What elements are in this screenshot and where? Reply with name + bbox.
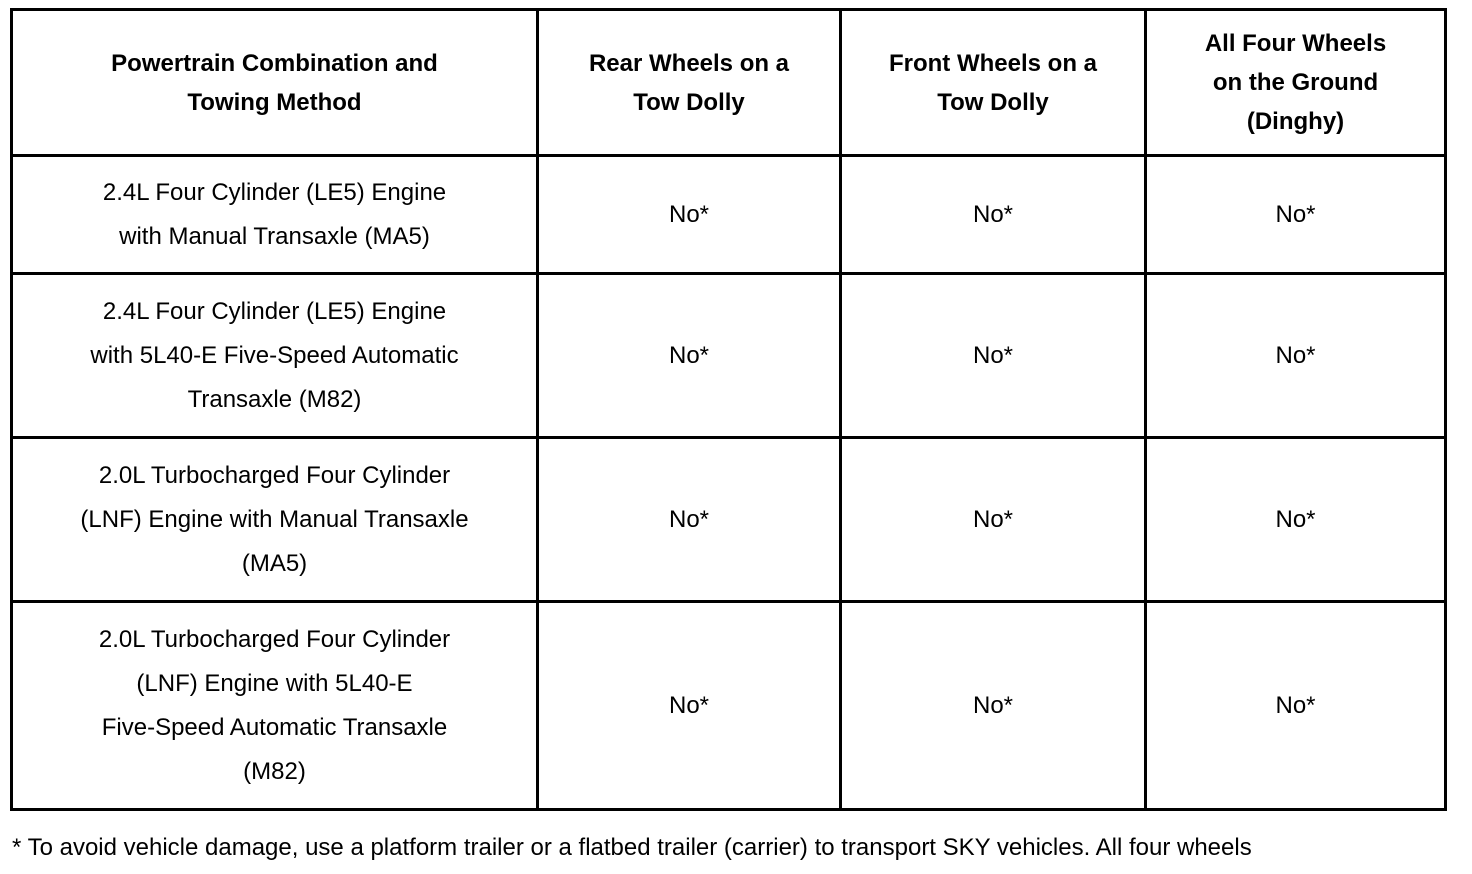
front-dolly-cell: No* [841,602,1146,810]
powertrain-cell: 2.4L Four Cylinder (LE5) Engine with Manual Transaxle (MA5) [12,156,538,274]
powertrain-cell: 2.0L Turbocharged Four Cylinder (LNF) Engine with Manual Transaxle (MA5) [12,438,538,602]
rear-dolly-cell: No* [538,438,841,602]
header-row [12,10,1446,156]
dinghy-cell: No* [1146,274,1446,438]
front-dolly-cell: No* [841,438,1146,602]
dinghy-cell: No* [1146,602,1446,810]
powertrain-cell: 2.4L Four Cylinder (LE5) Engine with 5L40-E Five-Speed Automatic Transaxle (M82) [12,274,538,438]
rear-dolly-cell: No* [538,156,841,274]
table-row [12,438,1446,602]
front-dolly-cell: No* [841,274,1146,438]
footnote: * To avoid vehicle damage, use a platform trailer or a flatbed trailer (carrier) to transport SKY vehicles. All four wheels [12,834,1252,861]
powertrain-cell: 2.0L Turbocharged Four Cylinder (LNF) Engine with 5L40-E Five-Speed Automatic Transaxle (M82) [12,602,538,810]
dinghy-cell: No* [1146,438,1446,602]
table-row [12,602,1446,810]
towing-table [10,8,1447,811]
header-dinghy: All Four Wheels on the Ground (Dinghy) [1146,10,1446,156]
header-powertrain: Powertrain Combination and Towing Method [12,10,538,156]
rear-dolly-cell: No* [538,274,841,438]
front-dolly-cell: No* [841,156,1146,274]
header-rear-dolly: Rear Wheels on a Tow Dolly [538,10,841,156]
rear-dolly-cell: No* [538,602,841,810]
table-row [12,156,1446,274]
dinghy-cell: No* [1146,156,1446,274]
table-row [12,274,1446,438]
header-front-dolly: Front Wheels on a Tow Dolly [841,10,1146,156]
